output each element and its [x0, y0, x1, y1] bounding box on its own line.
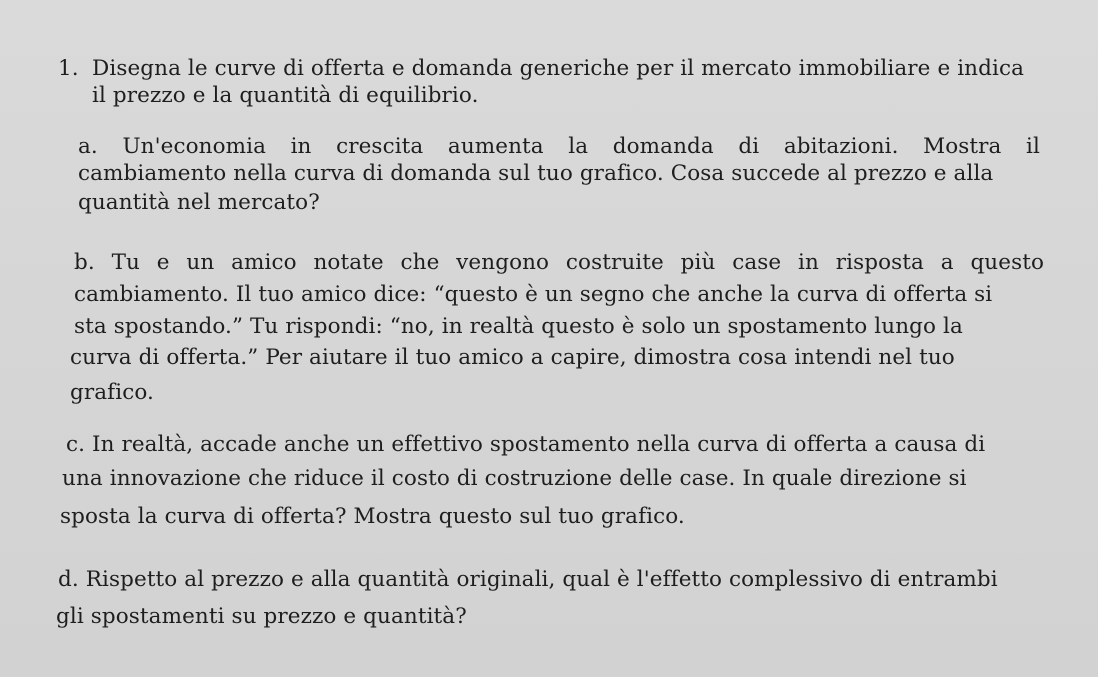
part-a-line-1: a. Un'economia in crescita aumenta la domanda di abitazioni. Mostra il: [78, 134, 1040, 159]
question-line-1: Disegna le curve di offerta e domanda generiche per il mercato immobiliare e indica: [92, 56, 1025, 81]
part-b-line-3: sta spostando.” Tu rispondi: “no, in realtà questo è solo un spostamento lungo la: [74, 314, 963, 339]
part-a-line-2: cambiamento nella curva di domanda sul tuo grafico. Cosa succede al prezzo e alla: [78, 161, 994, 186]
part-b-line-4: curva di offerta.” Per aiutare il tuo amico a capire, dimostra cosa intendi nel tuo: [70, 345, 955, 370]
part-c-line-2: una innovazione che riduce il costo di costruzione delle case. In quale direzione si: [62, 466, 967, 491]
part-c-line-3: sposta la curva di offerta? Mostra questo sul tuo grafico.: [60, 504, 685, 529]
part-b-line-1: b. Tu e un amico notate che vengono costruite più case in risposta a questo: [74, 250, 1044, 275]
part-d-line-2: gli spostamenti su prezzo e quantità?: [56, 604, 467, 629]
question-line-2: il prezzo e la quantità di equilibrio.: [92, 83, 479, 108]
part-b-line-5: grafico.: [70, 380, 154, 405]
part-b-line-2: cambiamento. Il tuo amico dice: “questo è un segno che anche la curva di offerta si: [74, 282, 993, 307]
part-d-line-1: d. Rispetto al prezzo e alla quantità originali, qual è l'effetto complessivo di entrambi: [58, 567, 998, 592]
question-number: 1.: [58, 56, 79, 81]
part-c-line-1: c. In realtà, accade anche un effettivo spostamento nella curva di offerta a causa di: [66, 432, 986, 457]
part-a-line-3: quantità nel mercato?: [78, 190, 320, 215]
